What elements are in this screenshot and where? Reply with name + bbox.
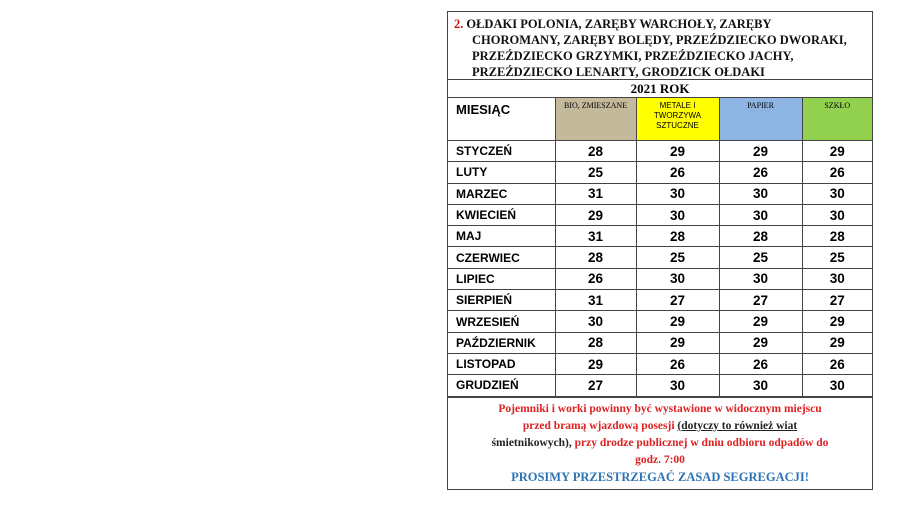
day-cell: 30 xyxy=(802,375,872,396)
day-cell: 28 xyxy=(636,226,719,247)
month-cell: KWIECIEŃ xyxy=(448,204,555,225)
table-row xyxy=(448,183,872,204)
header-line: PRZEŹDZIECKO GRZYMKI, PRZEŹDZIECKO JACHY, xyxy=(472,49,794,63)
day-cell: 26 xyxy=(719,162,802,183)
year-title: 2021 ROK xyxy=(448,80,872,98)
day-cell: 27 xyxy=(636,290,719,311)
month-cell: LIPIEC xyxy=(448,268,555,289)
day-cell: 28 xyxy=(802,226,872,247)
table-row xyxy=(448,311,872,332)
day-cell: 25 xyxy=(555,162,636,183)
day-cell: 30 xyxy=(719,268,802,289)
day-cell: 26 xyxy=(636,353,719,374)
table-row xyxy=(448,141,872,162)
day-cell: 29 xyxy=(802,332,872,353)
category-metals-plastics-header: METALE I TWORZYWA SZTUCZNE xyxy=(636,98,719,141)
month-column-header: MIESIĄC xyxy=(448,98,555,141)
day-cell: 28 xyxy=(555,247,636,268)
day-cell: 25 xyxy=(719,247,802,268)
header-line: CHOROMANY, ZARĘBY BOLĘDY, PRZEŹDZIECKO DWORAKI, xyxy=(472,33,847,47)
day-cell: 25 xyxy=(802,247,872,268)
header-line: 2. OŁDAKI POLONIA, ZARĘBY WARCHOŁY, ZARĘBY xyxy=(454,17,772,31)
day-cell: 29 xyxy=(719,332,802,353)
segregation-appeal: PROSIMY PRZESTRZEGAĆ ZASAD SEGREGACJI! xyxy=(511,469,809,484)
day-cell: 30 xyxy=(636,268,719,289)
month-cell: WRZESIEŃ xyxy=(448,311,555,332)
day-cell: 29 xyxy=(555,353,636,374)
table-row xyxy=(448,332,872,353)
day-cell: 29 xyxy=(636,332,719,353)
notice-line: Pojemniki i worki powinny być wystawione w widocznym miejscu xyxy=(498,402,822,415)
table-row xyxy=(448,204,872,225)
day-cell: 30 xyxy=(555,311,636,332)
table-row xyxy=(448,375,872,396)
month-cell: SIERPIEŃ xyxy=(448,290,555,311)
day-cell: 29 xyxy=(555,204,636,225)
day-cell: 29 xyxy=(719,311,802,332)
schedule-sheet xyxy=(447,11,873,490)
day-cell: 30 xyxy=(719,204,802,225)
notice-line: przed bramą wjazdową posesji (dotyczy to również wiat xyxy=(522,419,798,432)
header-line: PRZEŹDZIECKO LENARTY, GRODZICK OŁDAKI xyxy=(472,65,765,79)
day-cell: 30 xyxy=(636,183,719,204)
notice-line: śmietnikowych), przy drodze publicznej w dniu odbioru odpadów do xyxy=(491,436,829,449)
day-cell: 31 xyxy=(555,226,636,247)
day-cell: 30 xyxy=(719,375,802,396)
day-cell: 28 xyxy=(555,332,636,353)
day-cell: 30 xyxy=(802,204,872,225)
table-row xyxy=(448,268,872,289)
month-cell: CZERWIEC xyxy=(448,247,555,268)
month-cell: MARZEC xyxy=(448,183,555,204)
day-cell: 29 xyxy=(719,141,802,162)
table-row xyxy=(448,290,872,311)
day-cell: 26 xyxy=(802,353,872,374)
month-cell: STYCZEŃ xyxy=(448,141,555,162)
table-row xyxy=(448,247,872,268)
category-glass-header: SZKŁO xyxy=(802,98,872,141)
locality-header xyxy=(448,12,872,80)
footer-notice xyxy=(448,397,872,489)
collection-table xyxy=(448,98,872,397)
day-cell: 27 xyxy=(802,290,872,311)
day-cell: 26 xyxy=(555,268,636,289)
day-cell: 29 xyxy=(636,311,719,332)
table-row xyxy=(448,353,872,374)
month-cell: GRUDZIEŃ xyxy=(448,375,555,396)
day-cell: 29 xyxy=(636,141,719,162)
day-cell: 28 xyxy=(719,226,802,247)
day-cell: 30 xyxy=(636,375,719,396)
day-cell: 26 xyxy=(719,353,802,374)
day-cell: 31 xyxy=(555,290,636,311)
month-cell: MAJ xyxy=(448,226,555,247)
table-row xyxy=(448,226,872,247)
day-cell: 30 xyxy=(802,268,872,289)
day-cell: 26 xyxy=(636,162,719,183)
section-number: 2. xyxy=(454,17,464,31)
day-cell: 29 xyxy=(802,141,872,162)
day-cell: 27 xyxy=(555,375,636,396)
month-cell: PAŹDZIERNIK xyxy=(448,332,555,353)
day-cell: 30 xyxy=(802,183,872,204)
day-cell: 26 xyxy=(802,162,872,183)
category-bio-header: BIO, ZMIESZANE xyxy=(555,98,636,141)
month-cell: LUTY xyxy=(448,162,555,183)
notice-line: godz. 7:00 xyxy=(635,453,685,466)
day-cell: 30 xyxy=(719,183,802,204)
table-row xyxy=(448,162,872,183)
day-cell: 31 xyxy=(555,183,636,204)
day-cell: 25 xyxy=(636,247,719,268)
day-cell: 27 xyxy=(719,290,802,311)
table-header-row xyxy=(448,98,872,141)
month-cell: LISTOPAD xyxy=(448,353,555,374)
day-cell: 28 xyxy=(555,141,636,162)
day-cell: 30 xyxy=(636,204,719,225)
day-cell: 29 xyxy=(802,311,872,332)
category-paper-header: PAPIER xyxy=(719,98,802,141)
